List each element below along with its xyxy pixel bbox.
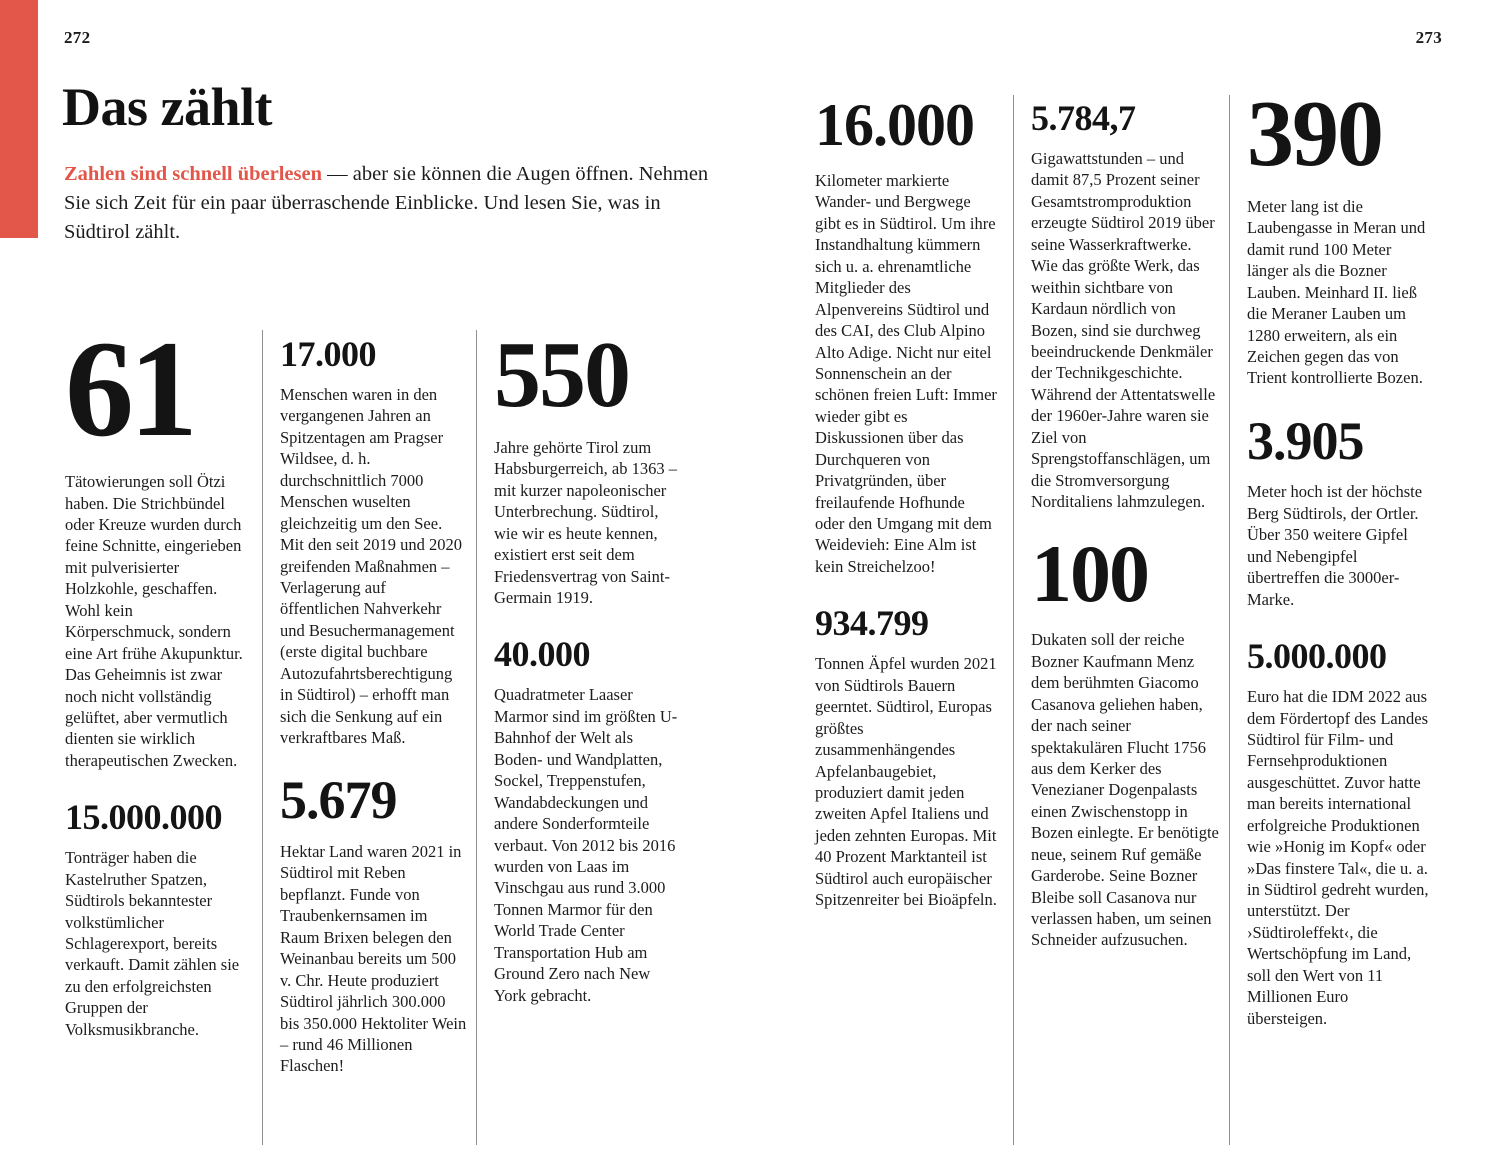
stat-text: Quadratmeter Laaser Marmor sind im größten U-Bahnhof der Welt als Boden- und Wandplatten, Sockel, Treppenstufen, Wandabdeckungen und andere Sonderformteile verbaut. Von 2012 bis 2016 wurden von Laas im Vinschgau aus rund 3.000 Tonnen Marmor für den World Trade Center Transportation Hub am Ground Zero nach New York gebracht.	[494, 685, 678, 1005]
intro-rest: — aber sie können die Augen öffnen. Nehmen Sie sich Zeit für ein paar überraschende Einblicke. Und lesen Sie, was in Südtirol zählt.	[64, 163, 709, 244]
stat-number: 17.000	[280, 334, 376, 374]
stat-number: 5.679	[280, 770, 397, 831]
stat-column-5	[1031, 100, 1219, 951]
stat-text: Meter hoch ist der höchste Berg Südtirols, der Ortler. Über 350 weitere Gipfel und Nebengipfel übertreffen die 3000er-Marke.	[1247, 482, 1423, 609]
stat-text: Euro hat die IDM 2022 aus dem Fördertopf des Landes Südtirol für Film- und Fernsehproduktionen ausgeschüttet. Zuvor hatte man bereits international erfolgreiche Produktionen wie »Honig im Kopf« oder »Das finstere Tal«, die u. a. in Südtirol gedreht wurden, unterstützt. Der ›Südtiroleffekt‹, die Wertschöpfung im Land, soll den Wert von 11 Millionen Euro übersteigen.	[1247, 687, 1429, 1028]
stat-column-4	[815, 92, 997, 911]
page-number-right: 273	[1415, 28, 1442, 47]
column-divider	[476, 330, 477, 1145]
stat-number: 61	[65, 312, 193, 465]
stat-entry	[1247, 410, 1429, 610]
stat-text: Tonnen Äpfel wurden 2021 von Südtirols Bauern geerntet. Südtirol, Europas größtes zusammenhängendes Apfelanbaugebiet, produziert damit jeden zweiten Apfel Italiens und jeden zehnten Europas. Mit 40 Prozent Marktanteil ist Südtirol auch europäischer Spitzenreiter bei Bioäpfeln.	[815, 654, 997, 910]
stat-number: 390	[1247, 82, 1382, 186]
stat-entry	[815, 605, 997, 910]
stat-number: 100	[1031, 528, 1148, 620]
stat-entry	[280, 336, 468, 748]
stat-entry	[1031, 528, 1219, 950]
stat-column-2	[280, 336, 468, 1077]
stat-number: 550	[494, 323, 629, 427]
stat-entry	[494, 636, 682, 1006]
stat-entry	[494, 323, 682, 608]
stat-text: Tonträger haben die Kastelruther Spatzen, Südtirols bekanntester volkstümlicher Schlagerexport, bereits verkauft. Damit zählen sie zu den erfolgreichsten Gruppen der Volksmusikbranche.	[65, 848, 240, 1039]
stat-entry	[65, 799, 243, 1040]
stat-entry	[1247, 638, 1429, 1029]
accent-bar	[0, 0, 38, 238]
stat-entry	[1247, 82, 1429, 389]
stat-column-6	[1247, 82, 1429, 1029]
stat-entry	[815, 92, 997, 577]
stat-number: 15.000.000	[65, 797, 222, 838]
stat-text: Meter lang ist die Laubengasse in Meran und damit rund 100 Meter länger als die Bozner Lauben. Meinhard II. ließ die Meraner Lauben um 1280 erweitern, als ein Zeichen gegen das von Trient kontrollierte Bozen.	[1247, 196, 1426, 388]
stat-number: 40.000	[494, 634, 590, 675]
stat-text: Kilometer markierte Wander- und Bergwege gibt es in Südtirol. Um ihre Instandhaltung kümmern sich u. a. ehrenamtliche Mitglieder des Alpenvereins Südtirol und des CAI, des Club Alpino Alto Adige. Nicht nur eitel Sonnenschein an der schönen freien Luft: Immer wieder gibt es Diskussionen über das Durchqueren von Privatgründen, über freilaufende Hofhunde oder den Umgang mit dem Weidevieh: Eine Alm ist kein Streichelzoo!	[815, 171, 997, 576]
stat-number: 3.905	[1247, 410, 1364, 471]
column-divider	[1013, 95, 1014, 1145]
stat-text: Gigawattstunden – und damit 87,5 Prozent seiner Gesamtstromproduktion erzeugte Südtirol 2019 über seine Wasserkraftwerke. Wie das größte Werk, das weithin sichtbare von Kardaun nördlich von Bozen, sind sie durchweg beeindruckende Denkmäler der Technikgeschichte. Während der Attentatswelle der 1960er-Jahre waren sie Ziel von Sprengstoffanschlägen, um die Stromversorgung Norditaliens lahmzulegen.	[1031, 149, 1216, 511]
stat-number: 5.000.000	[1247, 636, 1387, 677]
stat-number: 934.799	[815, 603, 929, 644]
stat-entry	[1031, 100, 1219, 512]
column-divider	[1229, 95, 1230, 1145]
stat-text: Menschen waren in den vergangenen Jahren an Spitzentagen am Pragser Wildsee, d. h. durchschnittlich 7000 Menschen wuselten gleichzeitig um den See. Mit den seit 2019 und 2020 greifenden Maßnahmen – Verlagerung auf öffentlichen Nahverkehr und Besuchermanagement (erste digital buchbare Autozufahrtsberechtigung in Südtirol) – erhofft man sich die Senkung auf ein verkraftbares Maß.	[280, 385, 462, 747]
page-number-left: 272	[64, 28, 91, 47]
stat-text: Tätowierungen soll Ötzi haben. Die Strichbündel oder Kreuze wurden durch feine Schnitte, eingerieben mit pulverisierter Holzkohle, geschaffen. Wohl kein Körperschmuck, sondern eine Art frühe Akupunktur. Das Geheimnis ist zwar noch nicht vollständig gelüftet, aber vermutlich dienten sie wirklich therapeutischen Zwecken.	[65, 472, 243, 770]
stat-number: 16.000	[815, 92, 974, 158]
stat-number: 5.784,7	[1031, 98, 1136, 138]
column-divider	[262, 330, 263, 1145]
stat-entry	[280, 770, 468, 1076]
stat-text: Jahre gehörte Tirol zum Habsburgerreich, ab 1363 – mit kurzer napoleonischer Unterbrechung. Südtirol, wie wir es heute kennen, existiert erst seit dem Friedensvertrag von Saint-Germain 1919.	[494, 437, 677, 608]
intro-paragraph	[64, 160, 709, 247]
stat-entry	[65, 312, 243, 771]
stat-column-3	[494, 323, 682, 1006]
page-title: Das zählt	[62, 77, 272, 137]
intro-highlight: Zahlen sind schnell überlesen	[64, 163, 323, 185]
stat-text: Hektar Land waren 2021 in Südtirol mit Reben bepflanzt. Funde von Traubenkernsamen im Raum Brixen belegen den Weinanbau bereits um 500 v. Chr. Heute produziert Südtirol jährlich 300.000 bis 350.000 Hektoliter Wein – rund 46 Millionen Flaschen!	[280, 842, 467, 1076]
stat-text: Dukaten soll der reiche Bozner Kaufmann Menz dem berühmten Giacomo Casanova geliehen haben, der nach seiner spektakulären Flucht 1756 aus dem Kerker des Venezianer Dogenpalasts einen Zwischenstopp in Bozen einlegte. Er benötigte neue, seinem Ruf gemäße Garderobe. Seine Bozner Bleibe soll Casanova nur verlassen haben, um seinen Schneider aufzusuchen.	[1031, 630, 1219, 950]
stat-column-1	[65, 312, 243, 1040]
